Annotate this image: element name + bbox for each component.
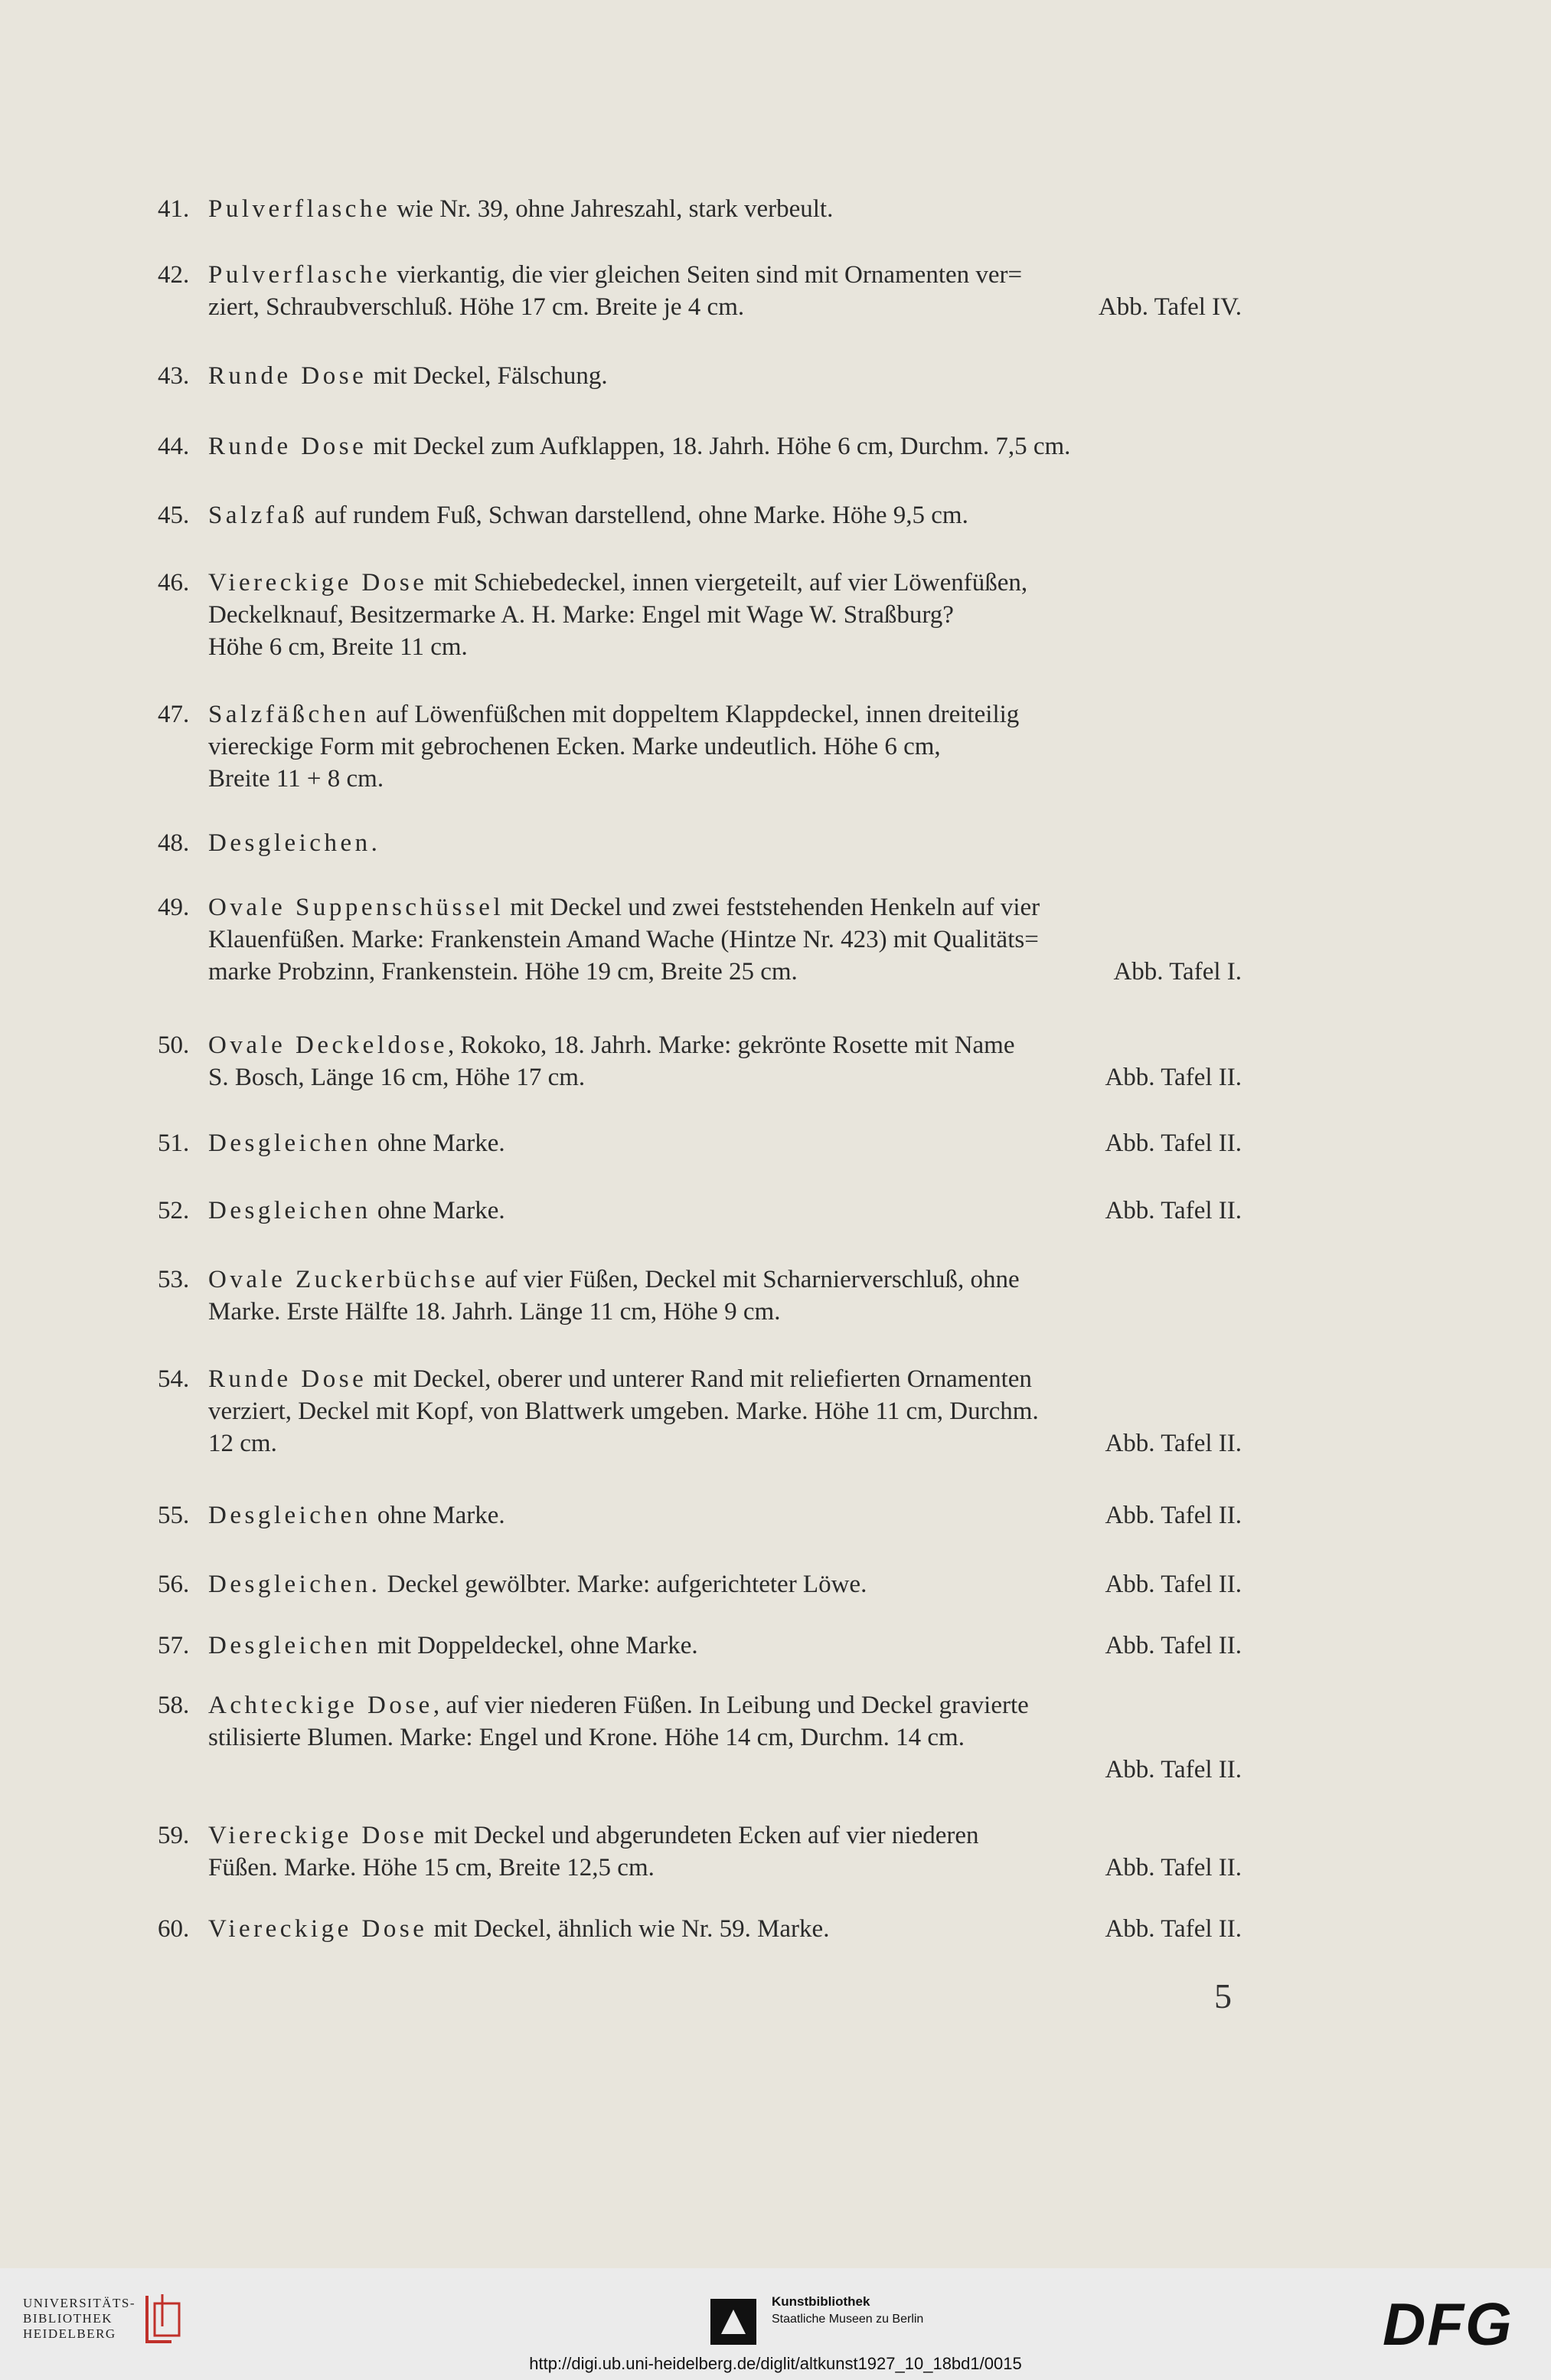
entry-line bbox=[208, 1721, 1242, 1754]
dfg-logo: DFG bbox=[1383, 2290, 1513, 2358]
entry-line bbox=[208, 827, 1242, 859]
entry-line bbox=[208, 1913, 1242, 1945]
plate-reference: Abb. Tafel II. bbox=[1105, 1197, 1242, 1224]
entry-text: auf Löwenfüßchen mit doppeltem Klappdeckel, innen dreiteilig bbox=[369, 701, 1020, 728]
entry-line bbox=[208, 193, 1242, 225]
entry-text: mit Deckel und abgerundeten Ecken auf vier niederen bbox=[427, 1822, 979, 1849]
plate-reference: Abb. Tafel II. bbox=[1105, 1130, 1242, 1157]
entry-lead-term: Ovale Deckeldose bbox=[208, 1031, 448, 1059]
entry-lead-term: Viereckige Dose bbox=[208, 1822, 428, 1849]
entry-lead-term: Desgleichen. bbox=[208, 1571, 381, 1598]
entry-number: 52. bbox=[158, 1197, 190, 1224]
catalog-entry bbox=[158, 1913, 1242, 1945]
university-library-text: UNIVERSITÄTS- BIBLIOTHEK HEIDELBERG bbox=[23, 2296, 136, 2341]
plate-reference: Abb. Tafel II. bbox=[1105, 1064, 1242, 1091]
catalog-entry bbox=[158, 430, 1242, 463]
entry-body bbox=[208, 360, 1242, 392]
university-logo-icon bbox=[141, 2288, 187, 2349]
entry-body bbox=[208, 1568, 1242, 1600]
entry-number: 46. bbox=[158, 569, 190, 597]
entry-text: ohne Marke. bbox=[371, 1502, 505, 1529]
entry-lead-term: Viereckige Dose bbox=[208, 1915, 428, 1943]
entry-number: 50. bbox=[158, 1031, 190, 1059]
entry-body bbox=[208, 1630, 1242, 1662]
entry-number: 51. bbox=[158, 1130, 190, 1157]
entry-line bbox=[208, 1819, 1242, 1852]
catalog-entry bbox=[158, 193, 1242, 225]
entry-lead-term: Salzfaß bbox=[208, 502, 309, 529]
entry-lead-term: Salzfäßchen bbox=[208, 701, 370, 728]
entry-line bbox=[208, 1195, 1242, 1227]
entry-number: 42. bbox=[158, 261, 190, 289]
entry-text: verziert, Deckel mit Kopf, von Blattwerk umgeben. Marke. Höhe 11 cm, Durchm. bbox=[208, 1398, 1039, 1425]
catalog-entry bbox=[158, 1127, 1242, 1159]
entry-lead-term: Viereckige Dose bbox=[208, 569, 428, 597]
entry-number: 53. bbox=[158, 1266, 190, 1293]
entry-line bbox=[208, 499, 1242, 531]
entry-number: 45. bbox=[158, 502, 190, 529]
entry-line bbox=[208, 291, 1242, 323]
entry-text: viereckige Form mit gebrochenen Ecken. Marke undeutlich. Höhe 6 cm, bbox=[208, 733, 941, 760]
entry-body bbox=[208, 1689, 1242, 1783]
kunstbibliothek-subtitle: Staatliche Museen zu Berlin bbox=[772, 2313, 924, 2326]
entry-body bbox=[208, 193, 1242, 225]
entry-body bbox=[208, 827, 1242, 859]
entry-body bbox=[208, 1195, 1242, 1227]
entry-line bbox=[208, 924, 1242, 956]
entry-line bbox=[208, 763, 1242, 795]
plate-reference: Abb. Tafel II. bbox=[1105, 1915, 1242, 1943]
catalog-entry bbox=[158, 891, 1242, 988]
entry-text: Marke. Erste Hälfte 18. Jahrh. Länge 11 cm, Höhe 9 cm. bbox=[208, 1298, 781, 1326]
entry-text: vierkantig, die vier gleichen Seiten sind mit Ornamenten ver= bbox=[390, 261, 1023, 289]
entry-body bbox=[208, 1264, 1242, 1328]
entry-body bbox=[208, 567, 1242, 663]
entry-lead-term: Runde Dose bbox=[208, 362, 367, 390]
catalog-entry bbox=[158, 1819, 1242, 1884]
entry-body bbox=[208, 430, 1242, 463]
entry-text: auf vier Füßen, Deckel mit Scharnierverschluß, ohne bbox=[478, 1266, 1020, 1293]
entry-text: stilisierte Blumen. Marke: Engel und Krone. Höhe 14 cm, Durchm. 14 cm. bbox=[208, 1724, 965, 1751]
entry-text: ziert, Schraubverschluß. Höhe 17 cm. Breite je 4 cm. bbox=[208, 293, 745, 321]
entry-body bbox=[208, 259, 1242, 323]
entry-line bbox=[208, 631, 1242, 663]
entry-body bbox=[208, 1029, 1242, 1094]
plate-reference: Abb. Tafel II. bbox=[1105, 1632, 1242, 1659]
catalog-entry bbox=[158, 1195, 1242, 1227]
entry-lead-term: Ovale Zuckerbüchse bbox=[208, 1266, 479, 1293]
catalog-entry bbox=[158, 567, 1242, 663]
entry-text: Füßen. Marke. Höhe 15 cm, Breite 12,5 cm. bbox=[208, 1854, 655, 1881]
entry-lead-term: Runde Dose bbox=[208, 1365, 367, 1393]
entry-lead-term: Desgleichen bbox=[208, 1502, 371, 1529]
source-url[interactable]: http://digi.ub.uni-heidelberg.de/diglit/altkunst1927_10_18bd1/0015 bbox=[529, 2354, 1022, 2373]
plate-reference: Abb. Tafel II. bbox=[1105, 1502, 1242, 1529]
plate-reference: Abb. Tafel IV. bbox=[1098, 293, 1242, 321]
entry-text: Klauenfüßen. Marke: Frankenstein Amand Wache (Hintze Nr. 423) mit Qualitäts= bbox=[208, 926, 1039, 953]
entry-line bbox=[208, 956, 1242, 988]
entry-line bbox=[208, 1689, 1242, 1721]
entry-body bbox=[208, 499, 1242, 531]
entry-text: , auf vier niederen Füßen. In Leibung und Deckel gravierte bbox=[433, 1692, 1029, 1719]
entry-text: wie Nr. 39, ohne Jahreszahl, stark verbeult. bbox=[390, 195, 834, 223]
entry-text: ohne Marke. bbox=[371, 1130, 505, 1157]
entry-text: mit Deckel und zwei feststehenden Henkeln auf vier bbox=[504, 894, 1040, 921]
entry-number: 47. bbox=[158, 701, 190, 728]
entry-text: S. Bosch, Länge 16 cm, Höhe 17 cm. bbox=[208, 1064, 586, 1091]
page-number: 5 bbox=[1214, 1976, 1232, 2015]
entry-body bbox=[208, 1913, 1242, 1945]
entry-text: Höhe 6 cm, Breite 11 cm. bbox=[208, 633, 468, 661]
entry-text: mit Deckel, ähnlich wie Nr. 59. Marke. bbox=[427, 1915, 830, 1943]
catalog-entry bbox=[158, 1630, 1242, 1662]
entry-lead-term: Pulverflasche bbox=[208, 261, 391, 289]
entry-number: 43. bbox=[158, 362, 190, 390]
entry-line bbox=[208, 1568, 1242, 1600]
plate-reference: Abb. Tafel II. bbox=[1105, 1854, 1242, 1881]
entry-line bbox=[208, 1499, 1242, 1532]
catalog-entry bbox=[158, 698, 1242, 795]
entry-lead-term: Achteckige Dose bbox=[208, 1692, 433, 1719]
entry-body bbox=[208, 698, 1242, 795]
entry-lead-term: Ovale Suppenschüssel bbox=[208, 894, 504, 921]
entry-text: mit Schiebedeckel, innen viergeteilt, auf vier Löwenfüßen, bbox=[427, 569, 1028, 597]
entry-line bbox=[208, 1061, 1242, 1094]
entry-body bbox=[208, 891, 1242, 988]
catalog-entry bbox=[158, 1689, 1242, 1786]
entry-number: 41. bbox=[158, 195, 190, 223]
entry-text: mit Deckel, Fälschung. bbox=[367, 362, 608, 390]
entry-text: 12 cm. bbox=[208, 1430, 277, 1457]
entry-lead-term: Desgleichen bbox=[208, 1130, 371, 1157]
catalog-entry bbox=[158, 1029, 1242, 1094]
entry-number: 58. bbox=[158, 1692, 190, 1719]
entry-line bbox=[208, 1630, 1242, 1662]
catalog-entry bbox=[158, 499, 1242, 531]
entry-line bbox=[208, 1852, 1242, 1884]
entry-lead-term: Desgleichen. bbox=[208, 829, 381, 857]
entry-text: marke Probzinn, Frankenstein. Höhe 19 cm, Breite 25 cm. bbox=[208, 958, 798, 986]
entry-line bbox=[208, 731, 1242, 763]
entry-line bbox=[208, 599, 1242, 631]
entry-body bbox=[208, 1819, 1242, 1884]
catalog-entry bbox=[158, 360, 1242, 392]
entry-text: , Rokoko, 18. Jahrh. Marke: gekrönte Rosette mit Name bbox=[447, 1031, 1015, 1059]
entry-line bbox=[208, 1264, 1242, 1296]
entry-lead-term: Runde Dose bbox=[208, 433, 367, 460]
entry-line bbox=[208, 360, 1242, 392]
entry-lead-term: Desgleichen bbox=[208, 1632, 371, 1659]
plate-reference: Abb. Tafel II. bbox=[1105, 1430, 1242, 1457]
entry-number: 59. bbox=[158, 1822, 190, 1849]
entry-line bbox=[208, 567, 1242, 599]
entry-line bbox=[208, 1427, 1242, 1460]
entry-line bbox=[208, 1395, 1242, 1427]
catalog-entry bbox=[158, 1264, 1242, 1328]
catalog-entry bbox=[158, 1363, 1242, 1460]
entry-line bbox=[208, 1296, 1242, 1328]
footer-bar bbox=[0, 2268, 1551, 2380]
entry-line bbox=[208, 430, 1242, 463]
kunstbibliothek-logo-icon bbox=[710, 2299, 756, 2345]
entry-line bbox=[208, 259, 1242, 291]
plate-reference: Abb. Tafel II. bbox=[1105, 1756, 1242, 1783]
entry-number: 60. bbox=[158, 1915, 190, 1943]
catalog-entry bbox=[158, 827, 1242, 859]
catalog-entry bbox=[158, 259, 1242, 323]
entry-text: Deckelknauf, Besitzermarke A. H. Marke: Engel mit Wage W. Straßburg? bbox=[208, 601, 954, 629]
entry-number: 49. bbox=[158, 894, 190, 921]
entry-lead-term: Pulverflasche bbox=[208, 195, 391, 223]
entry-number: 55. bbox=[158, 1502, 190, 1529]
entry-line bbox=[208, 1127, 1242, 1159]
entry-text: auf rundem Fuß, Schwan darstellend, ohne Marke. Höhe 9,5 cm. bbox=[308, 502, 968, 529]
entry-text: mit Deckel zum Aufklappen, 18. Jahrh. Höhe 6 cm, Durchm. 7,5 cm. bbox=[367, 433, 1071, 460]
entry-lead-term: Desgleichen bbox=[208, 1197, 371, 1224]
entry-body bbox=[208, 1127, 1242, 1159]
entry-number: 48. bbox=[158, 829, 190, 857]
entry-line bbox=[208, 1363, 1242, 1395]
plate-reference: Abb. Tafel I. bbox=[1113, 958, 1242, 986]
catalog-entry bbox=[158, 1568, 1242, 1600]
entry-number: 56. bbox=[158, 1571, 190, 1598]
entry-number: 57. bbox=[158, 1632, 190, 1659]
catalog-entry bbox=[158, 1499, 1242, 1532]
entry-text: mit Deckel, oberer und unterer Rand mit reliefierten Ornamenten bbox=[367, 1365, 1032, 1393]
kunstbibliothek-name: Kunstbibliothek bbox=[772, 2294, 870, 2309]
entry-line bbox=[208, 891, 1242, 924]
entry-text: ohne Marke. bbox=[371, 1197, 505, 1224]
entry-number: 54. bbox=[158, 1365, 190, 1393]
entry-line bbox=[208, 698, 1242, 731]
entry-text: mit Doppeldeckel, ohne Marke. bbox=[371, 1632, 698, 1659]
entry-number: 44. bbox=[158, 433, 190, 460]
plate-reference: Abb. Tafel II. bbox=[1105, 1571, 1242, 1598]
entry-line bbox=[208, 1029, 1242, 1061]
entry-text: Deckel gewölbter. Marke: aufgerichteter Löwe. bbox=[380, 1571, 867, 1598]
entry-body bbox=[208, 1363, 1242, 1460]
entry-text: Breite 11 + 8 cm. bbox=[208, 765, 384, 793]
entry-body bbox=[208, 1499, 1242, 1532]
